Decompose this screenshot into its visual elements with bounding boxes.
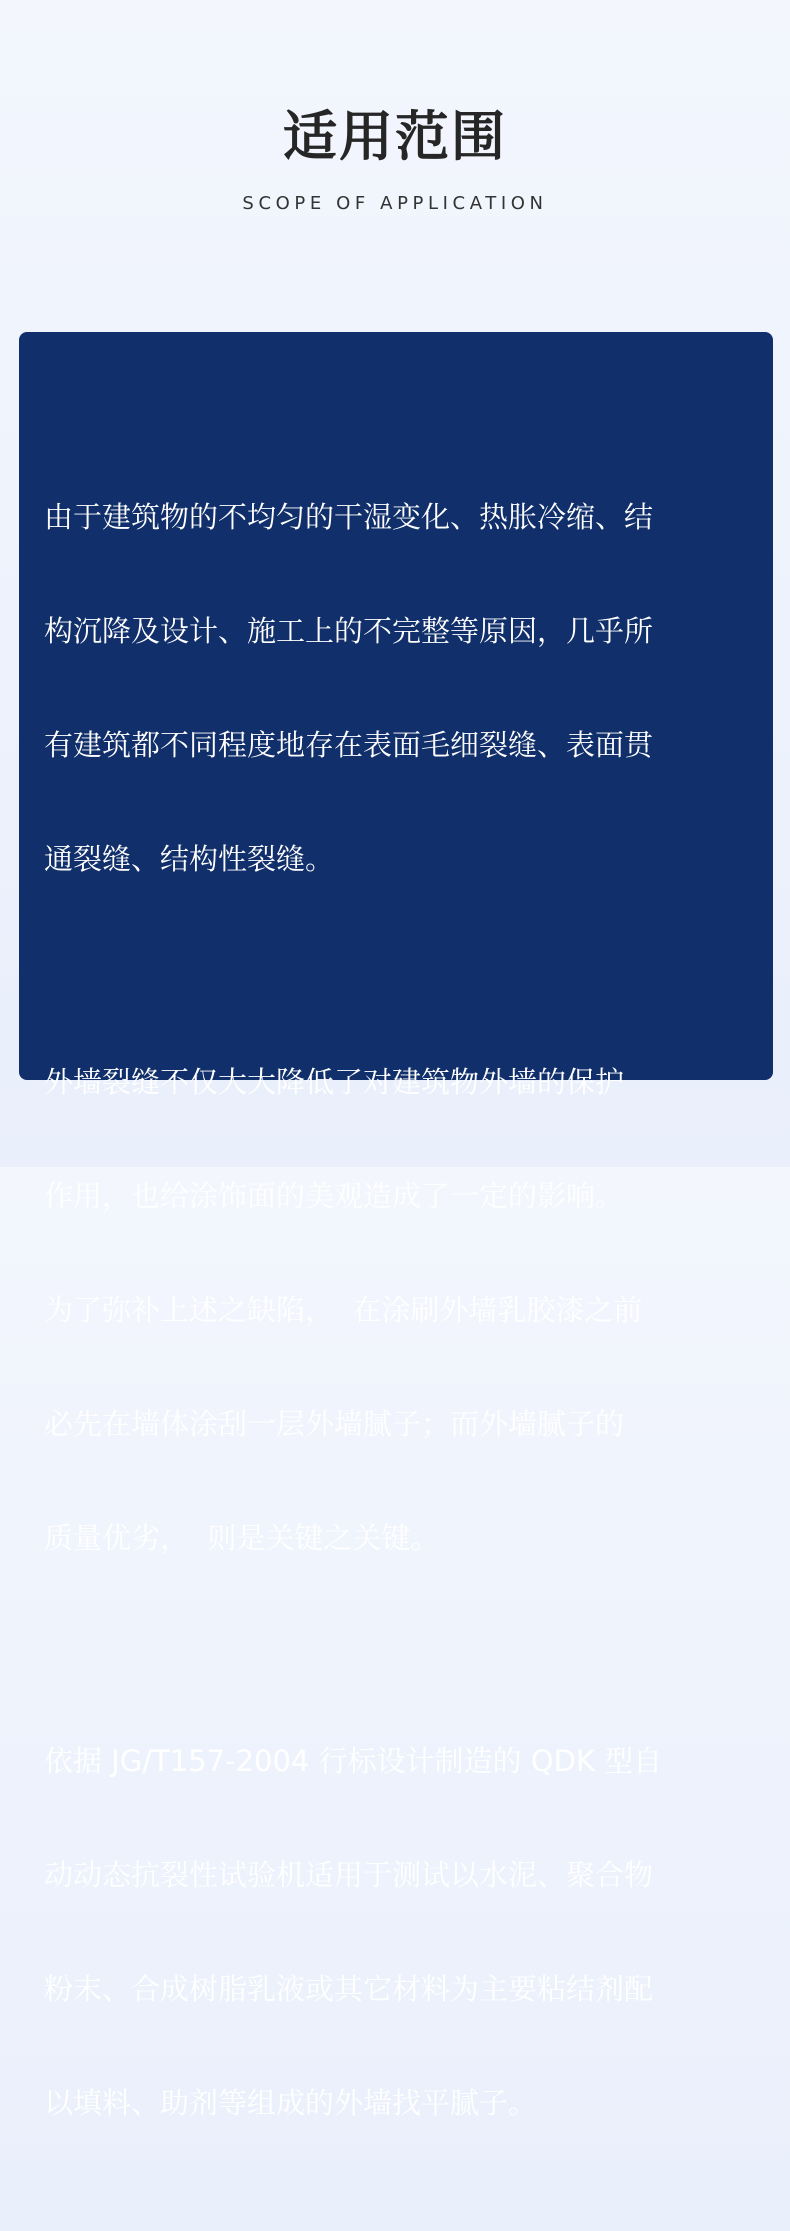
text-line: 粉末、合成树脂乳液或其它材料为主要粘结剂配 — [44, 1972, 654, 2006]
section-title: 适用范围 — [283, 105, 507, 168]
paragraph-standard-usage — [44, 1666, 759, 2198]
text-line: 以填料、助剂等组成的外墙找平腻子。 — [44, 2086, 538, 2120]
text-line: 质量优劣， 则是关键之关键。 — [44, 1521, 440, 1555]
description-panel — [19, 332, 773, 2120]
text-line: 为了弥补上述之缺陷， 在涂刷外墙乳胶漆之前 — [44, 1293, 643, 1327]
text-line: 通裂缝、结构性裂缝。 — [44, 842, 335, 876]
text-line: 由于建筑物的不均匀的干湿变化、热胀冷缩、结 — [44, 500, 654, 534]
paragraph-putty-importance — [44, 987, 759, 1633]
text-line: 必先在墙体涂刮一层外墙腻子；而外墙腻子的 — [44, 1407, 625, 1441]
text-line: 构沉降及设计、施工上的不完整等原因，几乎所 — [44, 614, 654, 648]
text-line: 外墙裂缝不仅大大降低了对建筑物外墙的保护 — [44, 1065, 625, 1099]
text-line: 有建筑都不同程度地存在表面毛细裂缝、表面贯 — [44, 728, 654, 762]
section-header — [0, 104, 790, 216]
description-text — [44, 422, 759, 2231]
text-line: 依据 JG/T157-2004 行标设计制造的 QDK 型自 — [44, 1744, 663, 1778]
text-line: 作用，也给涂饰面的美观造成了一定的影响。 — [44, 1179, 625, 1213]
section-subtitle: SCOPE OF APPLICATION — [242, 193, 548, 214]
text-line: 动动态抗裂性试验机适用于测试以水泥、聚合物 — [44, 1858, 654, 1892]
paragraph-crack-causes — [44, 422, 759, 954]
